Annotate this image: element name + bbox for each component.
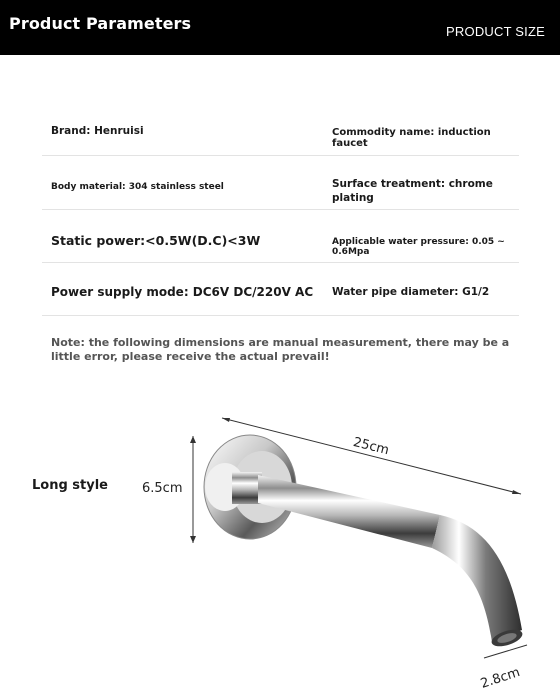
spec-static-power: Static power:<0.5W(D.C)<3W: [51, 233, 261, 248]
faucet-dimension-figure: [0, 400, 560, 693]
spec-row: [42, 156, 519, 210]
spec-surface-treatment: Surface treatment: chrome plating: [332, 178, 493, 204]
dim-length-label: 25cm: [351, 434, 391, 459]
product-size-label: PRODUCT SIZE: [446, 24, 545, 39]
spec-row: [42, 263, 519, 316]
page-title: Product Parameters: [9, 14, 192, 33]
spec-brand: Brand: Henruisi: [51, 125, 144, 137]
outlet-dimension: [479, 645, 527, 692]
header-bar: [0, 0, 560, 55]
spec-power-supply: Power supply mode: DC6V DC/220V AC: [51, 285, 314, 299]
height-dimension: [142, 436, 196, 543]
dim-outlet-label: 2.8cm: [478, 665, 522, 692]
faucet-image: [204, 435, 524, 650]
spec-water-pressure: Applicable water pressure: 0.05 ~ 0.6Mpa: [332, 237, 505, 257]
measurement-note: Note: the following dimensions are manual measurement, there may be a little error, please receive the actual prevail!: [51, 336, 510, 363]
spec-table: [42, 103, 519, 316]
style-label: Long style: [32, 478, 109, 493]
dim-height-label: 6.5cm: [142, 481, 183, 496]
spec-commodity-name: Commodity name: induction faucet: [332, 127, 491, 149]
spec-row: [42, 103, 519, 156]
spec-body-material: Body material: 304 stainless steel: [51, 182, 224, 192]
spec-water-pipe-diameter: Water pipe diameter: G1/2: [332, 286, 490, 298]
spec-row: [42, 210, 519, 263]
